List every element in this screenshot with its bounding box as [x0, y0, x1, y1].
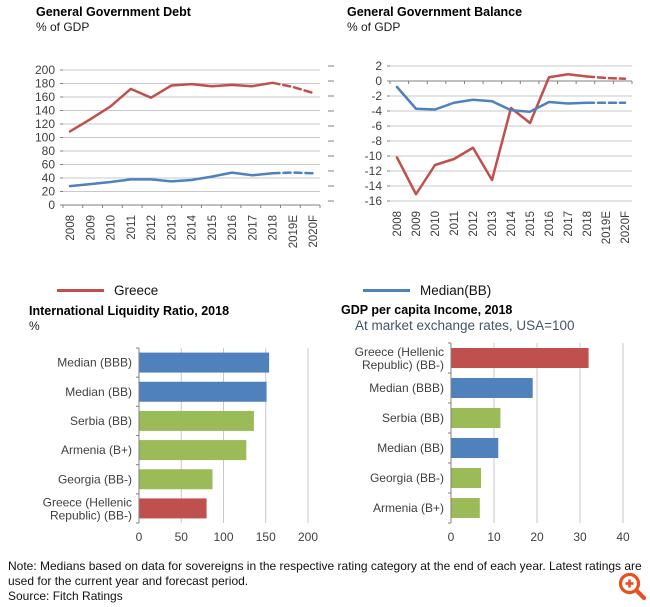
magnifier-plus-glyph	[616, 570, 648, 602]
category-label: Greece (Hellenic	[42, 495, 132, 510]
x-tick-label: 2014	[506, 211, 518, 237]
x-tick-label: 2017	[247, 215, 260, 241]
category-label: Median (BBB)	[57, 355, 132, 370]
chart-title: General Government Balance	[347, 5, 523, 19]
x-tick-label: 2012	[468, 211, 480, 237]
chart-general-government-balance	[325, 0, 650, 252]
bar-serbia-bb-	[451, 408, 500, 428]
y-tick-label: -4	[371, 104, 382, 118]
series-line-median(bb)	[397, 87, 587, 112]
x-tick-label: 2013	[487, 211, 499, 237]
legend-swatch-greece	[57, 289, 104, 292]
chart-subtitle: % of GDP	[347, 20, 401, 34]
chart-subtitle: % of GDP	[36, 20, 90, 34]
zoom-in-icon[interactable]	[616, 570, 648, 602]
x-tick-label: 2016	[544, 211, 556, 237]
y-tick-label: 20	[41, 184, 55, 199]
x-tick-label: 30	[573, 530, 587, 544]
x-tick-label: 2017	[563, 211, 575, 237]
chart-title: General Government Debt	[36, 5, 191, 19]
x-tick-label: 2008	[65, 215, 77, 241]
x-tick-label: 100	[213, 530, 234, 544]
x-tick-label: 2013	[166, 215, 179, 241]
x-tick-label: 2009	[411, 211, 423, 237]
category-label: Serbia (BB)	[69, 413, 132, 428]
legend-swatch-median-bb	[363, 289, 410, 292]
x-tick-label: 2020F	[620, 211, 632, 244]
legend-item-median-bb	[363, 281, 491, 299]
y-tick-label: 100	[34, 130, 55, 145]
bar-median-bbb-	[451, 378, 533, 398]
chart-subtitle: %	[29, 319, 40, 333]
y-tick-label: -10	[364, 149, 382, 163]
x-tick-label: 20	[530, 530, 544, 544]
x-tick-label: 2008	[392, 211, 404, 237]
x-tick-label: 2018	[267, 215, 280, 241]
bar-georgia-bb-	[451, 468, 481, 488]
chart-general-government-debt	[0, 0, 325, 252]
gdp-per-capita-bar-plot	[325, 300, 650, 558]
bar-armenia-b-	[451, 498, 480, 518]
x-tick-label: 2012	[146, 215, 158, 241]
x-tick-label: 2015	[525, 211, 537, 237]
y-tick-label: 0	[375, 74, 382, 88]
y-tick-label: 180	[34, 76, 55, 91]
category-label: Median (BBB)	[369, 381, 444, 395]
bar-greece-hellenic	[451, 348, 589, 368]
legend-label: Median(BB)	[420, 282, 492, 298]
y-tick-label: -2	[371, 89, 382, 103]
footnote-text: Note: Medians based on data for sovereigns in the respective rating category at the end of each year. Latest ratings are used for the current year and forecast period.	[8, 559, 642, 588]
x-tick-label: 2011	[449, 211, 461, 236]
chart-title: GDP per capita Income, 2018	[341, 303, 513, 317]
chart-title: International Liquidity Ratio, 2018	[29, 304, 230, 318]
legend-item-greece	[57, 281, 158, 299]
series-line-median(bb)	[70, 173, 273, 187]
bar-median-bb-	[451, 438, 498, 458]
y-tick-label: -6	[371, 119, 382, 133]
chart-subtitle: At market exchange rates, USA=100	[355, 318, 575, 333]
line-charts-legend	[0, 281, 650, 301]
x-tick-label: 2015	[206, 215, 219, 241]
source-text: Source: Fitch Ratings	[8, 589, 123, 603]
x-tick-label: 40	[616, 530, 630, 544]
liquidity-ratio-bar-plot	[0, 300, 325, 558]
bar-georgia-bb-	[139, 469, 213, 489]
x-tick-label: 2016	[227, 215, 239, 241]
bar-greece-hellenic	[139, 498, 207, 518]
series-line-forecast-greece	[587, 77, 625, 79]
y-tick-label: 200	[34, 63, 55, 77]
category-label: Serbia (BB)	[381, 411, 444, 425]
government-debt-line-plot	[0, 0, 325, 252]
bar-serbia-bb-	[139, 411, 254, 431]
y-tick-label: 80	[41, 144, 55, 158]
x-tick-label: 150	[255, 530, 276, 544]
category-label: Armenia (B+)	[60, 443, 132, 458]
x-tick-label: 2019E	[601, 211, 613, 245]
bar-armenia-b-	[139, 440, 246, 460]
x-tick-label: 2014	[186, 215, 199, 241]
x-tick-label: 0	[135, 530, 143, 544]
y-tick-label: 120	[34, 117, 55, 131]
category-label: Georgia (BB-)	[369, 471, 444, 485]
category-label: Republic) (BB-)	[49, 508, 132, 523]
category-label: Republic) (BB-)	[361, 358, 444, 372]
bar-median-bbb-	[139, 353, 269, 373]
x-tick-label: 2018	[582, 211, 594, 237]
category-label: Georgia (BB-)	[57, 472, 132, 487]
y-tick-label: 2	[375, 59, 382, 73]
y-tick-label: -8	[371, 134, 382, 148]
x-tick-label: 2011	[125, 215, 138, 240]
y-tick-label: 140	[34, 103, 55, 118]
legend-label: Greece	[114, 282, 159, 298]
x-tick-label: 2020F	[308, 215, 320, 248]
series-line-greece	[397, 74, 587, 194]
x-tick-label: 0	[447, 530, 455, 544]
y-tick-label: 160	[34, 90, 55, 104]
y-tick-label: -12	[364, 164, 382, 178]
bar-median-bb-	[139, 382, 267, 402]
government-balance-line-plot	[325, 0, 650, 252]
y-tick-label: 60	[41, 157, 55, 172]
chart-international-liquidity-ratio	[0, 300, 325, 558]
x-tick-label: 2019E	[287, 215, 300, 249]
category-label: Median (BB)	[65, 384, 132, 399]
footnote-block	[8, 559, 648, 604]
category-label: Armenia (B+)	[372, 501, 444, 515]
x-tick-label: 2010	[430, 211, 442, 237]
chart-gdp-per-capita-income	[325, 300, 650, 558]
y-tick-label: 0	[48, 198, 55, 212]
x-tick-label: 2009	[85, 215, 98, 241]
x-tick-label: 2010	[105, 215, 118, 241]
x-tick-label: 200	[297, 530, 319, 544]
x-tick-label: 10	[487, 530, 501, 544]
series-line-forecast-greece	[273, 83, 314, 93]
y-tick-label: -14	[364, 179, 382, 193]
y-tick-label: 40	[41, 171, 55, 185]
category-label: Greece (Hellenic	[354, 345, 444, 359]
series-line-forecast-median(bb)	[273, 173, 314, 174]
x-tick-label: 50	[174, 530, 188, 544]
y-tick-label: -16	[364, 194, 382, 208]
category-label: Median (BB)	[377, 441, 444, 455]
